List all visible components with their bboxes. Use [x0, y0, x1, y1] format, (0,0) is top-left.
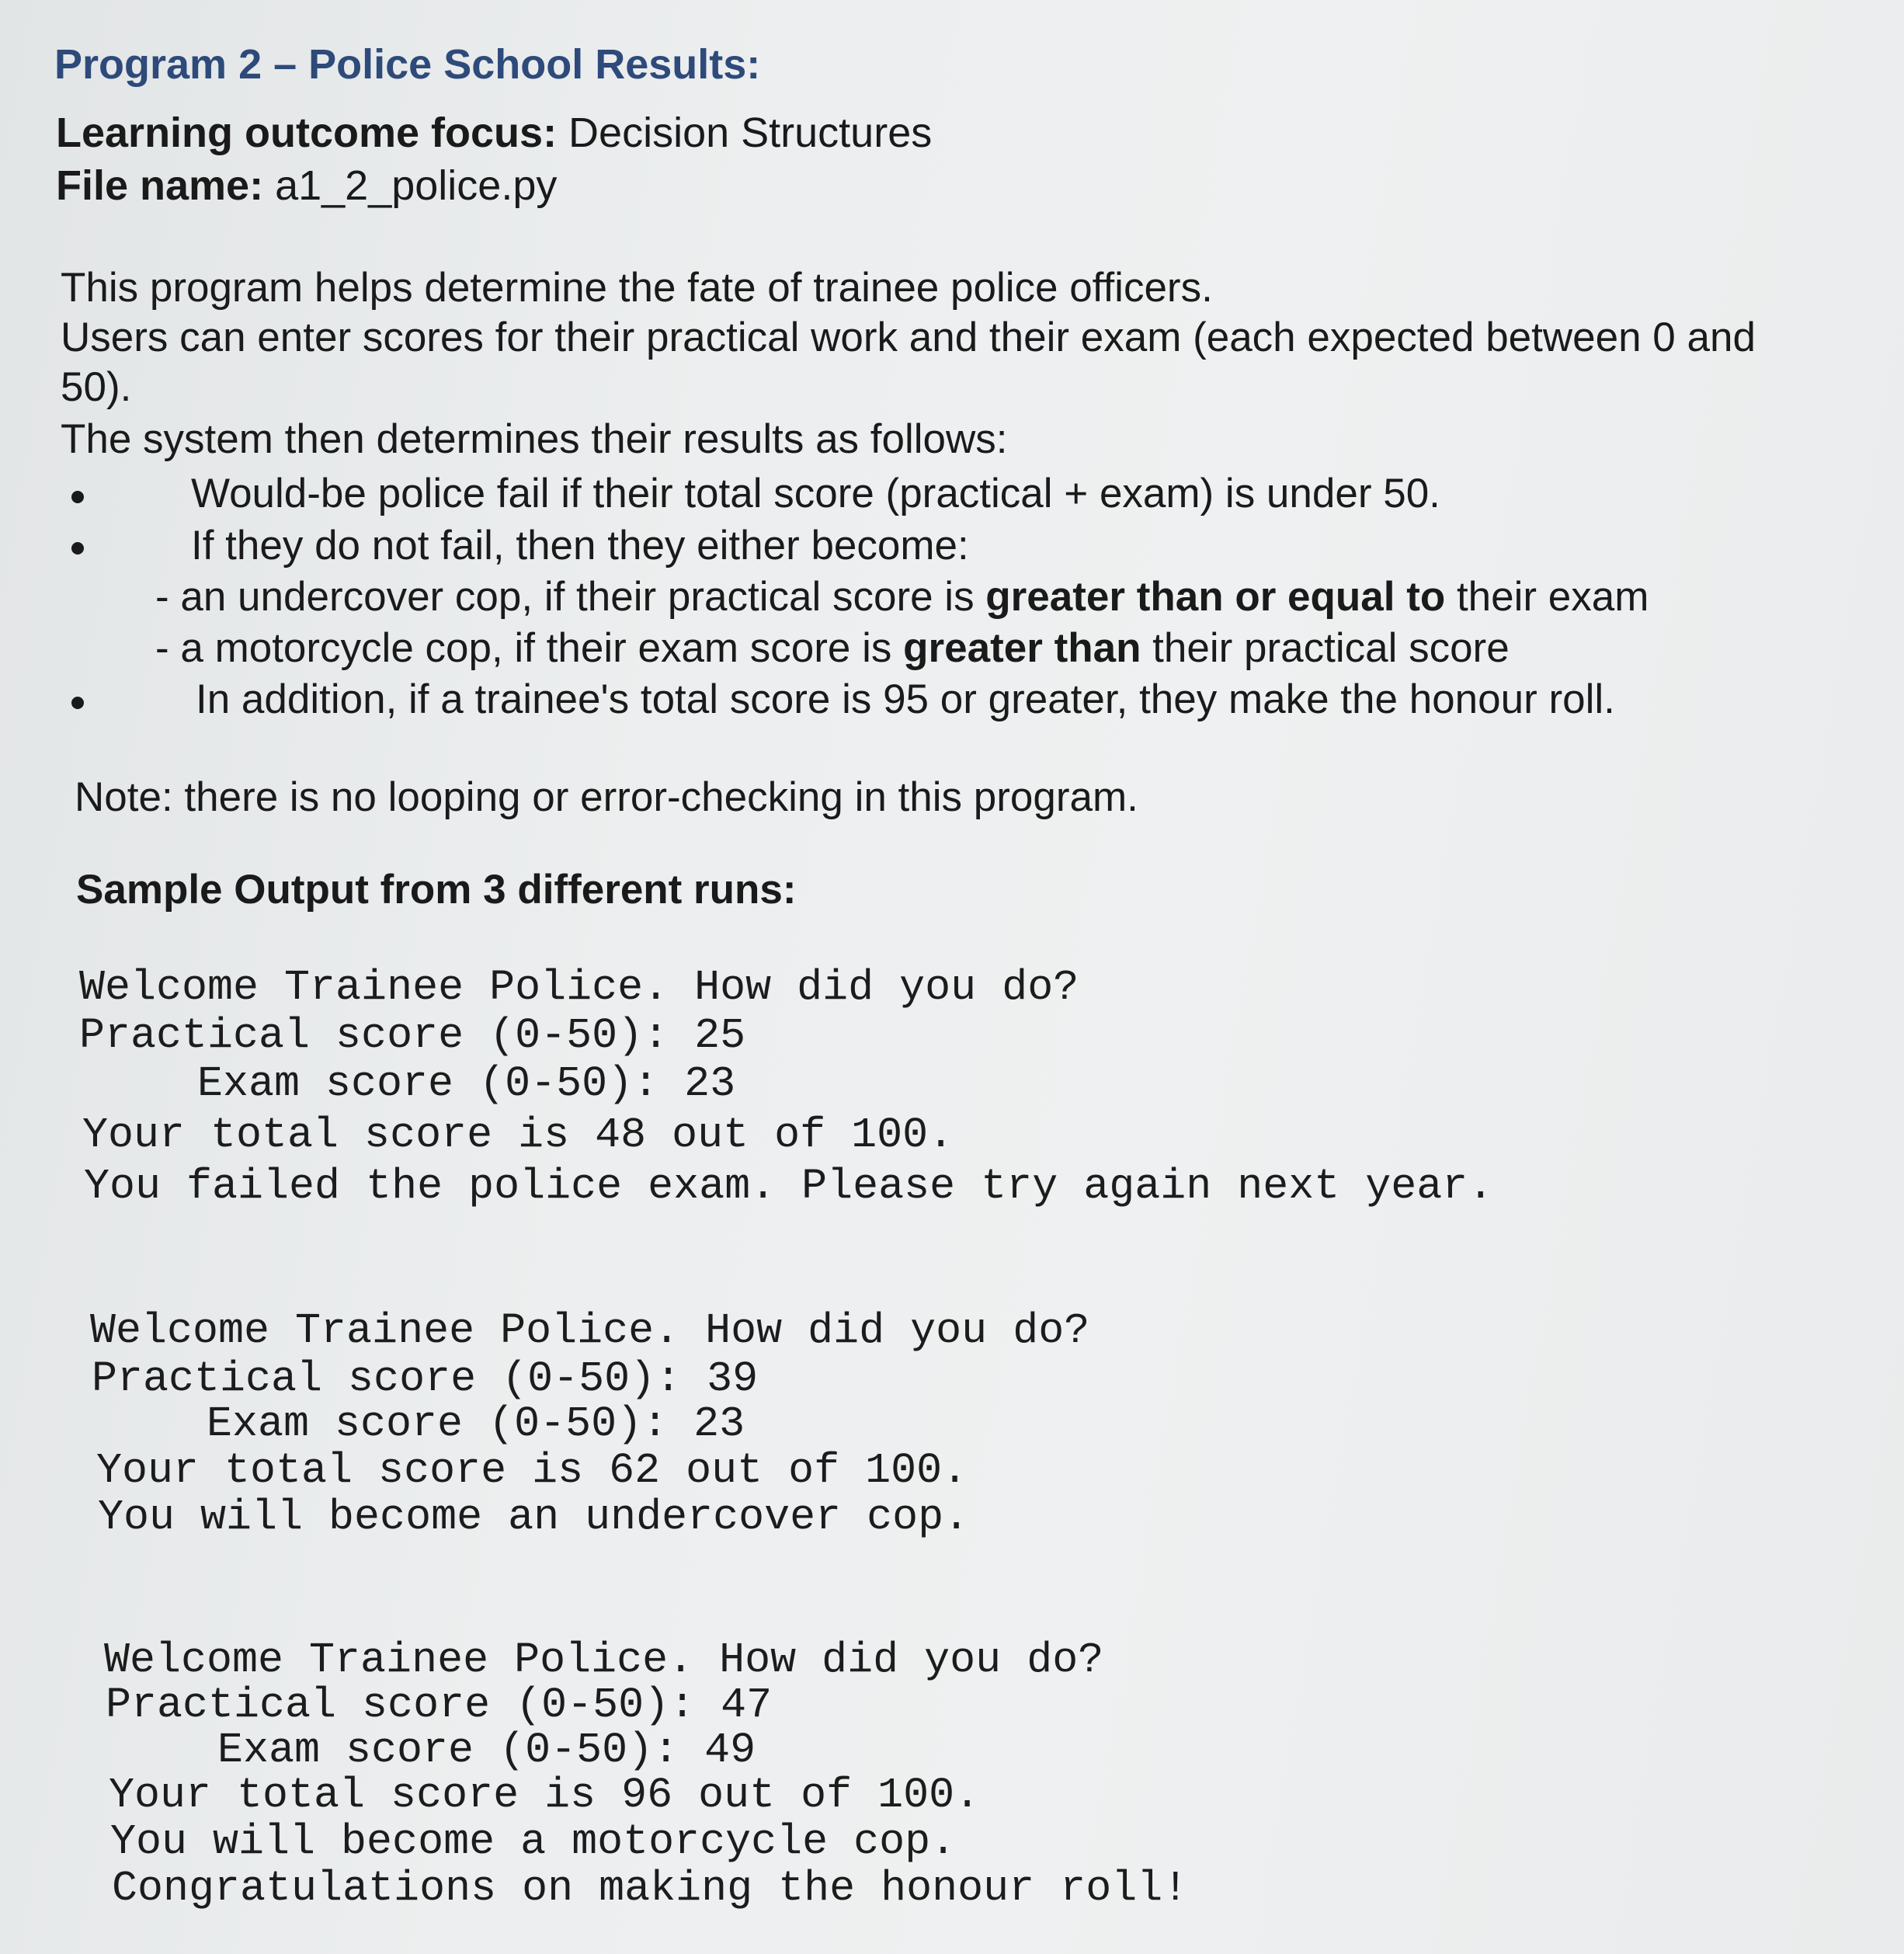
- run-practical: Practical score (0-50): 39: [92, 1354, 759, 1403]
- run-total: Your total score is 48 out of 100.: [82, 1111, 954, 1160]
- file-name-label: File name:: [56, 162, 264, 209]
- sub2-bold: greater than: [903, 625, 1141, 671]
- file-name-line: [56, 162, 557, 210]
- sub1-post: their exam: [1445, 574, 1649, 620]
- bullet-dot-2: [71, 542, 84, 555]
- bullet-dot-1: [71, 491, 84, 503]
- learning-outcome-line: [56, 109, 932, 157]
- run-exam: Exam score (0-50): 23: [197, 1059, 736, 1108]
- run-practical: Practical score (0-50): 25: [79, 1011, 746, 1060]
- file-name-value: a1_2_police.py: [263, 162, 558, 209]
- sub2-pre: - a motorcycle cop, if their exam score is: [155, 625, 904, 671]
- run-total: Your total score is 96 out of 100.: [109, 1771, 981, 1820]
- intro-line-4: The system then determines their results as follows:: [61, 416, 1008, 462]
- run-exam: Exam score (0-50): 23: [207, 1399, 745, 1448]
- learning-outcome-label: Learning outcome focus:: [56, 110, 558, 156]
- rule-bullet-1: Would-be police fail if their total score (practical + exam) is under 50.: [191, 471, 1440, 516]
- run-total: Your total score is 62 out of 100.: [96, 1446, 968, 1495]
- intro-line-1: This program helps determine the fate of trainee police officers.: [61, 265, 1213, 311]
- sub1-bold: greater than or equal to: [985, 574, 1446, 620]
- run-honour: Congratulations on making the honour roll!: [112, 1864, 1189, 1913]
- run-result: You will become an undercover cop.: [98, 1493, 970, 1542]
- run-result: You failed the police exam. Please try again next year.: [84, 1162, 1494, 1211]
- run-exam: Exam score (0-50): 49: [217, 1726, 756, 1775]
- intro-line-2: Users can enter scores for their practical work and their exam (each expected between 0 and: [61, 315, 1756, 360]
- run-welcome: Welcome Trainee Police. How did you do?: [79, 963, 1079, 1012]
- rule-sub-undercover: [155, 573, 1649, 621]
- rule-bullet-2: If they do not fail, then they either become:: [191, 523, 969, 568]
- intro-line-3: 50).: [61, 364, 132, 410]
- sample-output-title: Sample Output from 3 different runs:: [76, 867, 797, 913]
- rule-sub-motorcycle: [155, 624, 1510, 672]
- sub2-post: their practical score: [1141, 625, 1510, 671]
- run-result: You will become a motorcycle cop.: [110, 1817, 957, 1866]
- sub1-pre: - an undercover cop, if their practical score is: [155, 574, 986, 620]
- run-welcome: Welcome Trainee Police. How did you do?: [90, 1306, 1090, 1355]
- run-welcome: Welcome Trainee Police. How did you do?: [104, 1636, 1104, 1685]
- note-line: Note: there is no looping or error-checking in this program.: [75, 774, 1138, 820]
- learning-outcome-value: Decision Structures: [557, 110, 933, 156]
- bullet-dot-3: [71, 697, 84, 709]
- program-heading: Program 2 – Police School Results:: [54, 41, 761, 88]
- rule-bullet-3: In addition, if a trainee's total score is 95 or greater, they make the honour roll.: [196, 676, 1615, 722]
- run-practical: Practical score (0-50): 47: [106, 1681, 773, 1730]
